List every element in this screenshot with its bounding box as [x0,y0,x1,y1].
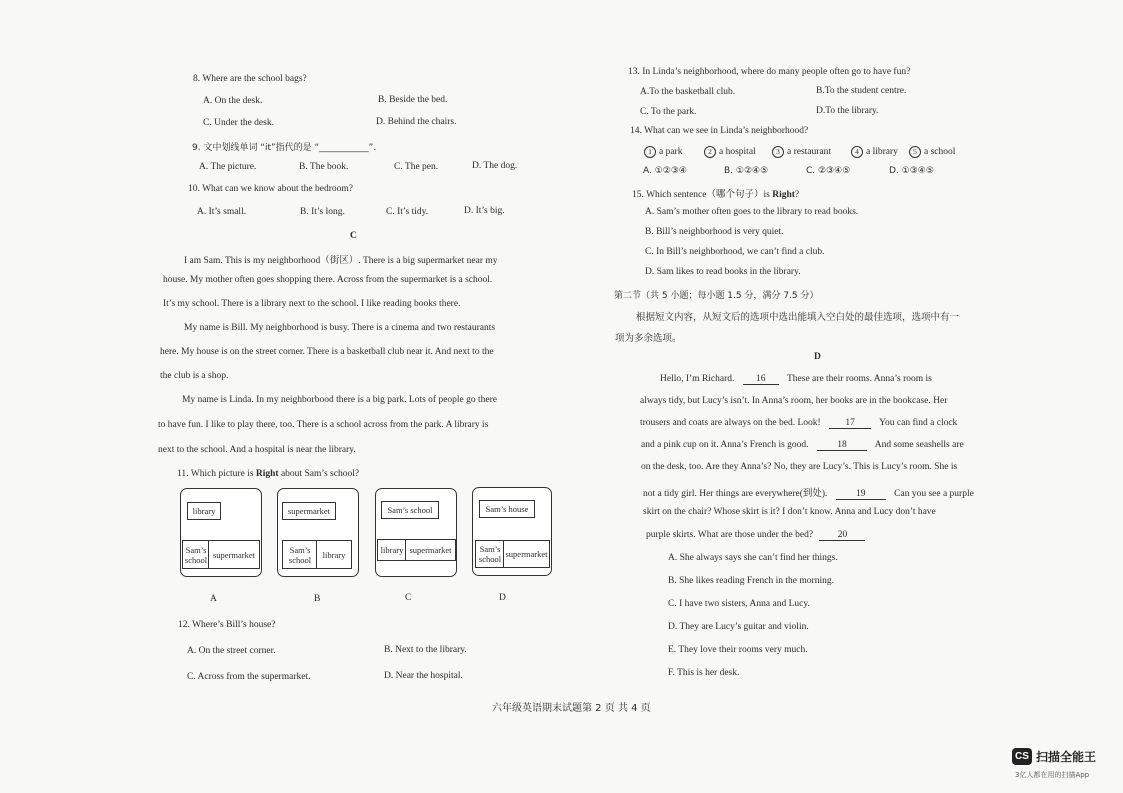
q11-picture-c [375,488,457,577]
picture-label-left: library [377,539,407,561]
q14-item-text: a park [659,147,683,157]
q10-option-b: B. It’s long. [300,207,345,217]
passage-text: And some seashells are [874,440,964,450]
q9-option-d: D. The dog. [472,161,518,171]
q11-picture-b [277,488,359,577]
q10-option-d: D. It’s big. [464,206,505,216]
q14-item [851,146,898,158]
passage-line: I am Sam. This is my neighborhood（街区）. There is a big supermarket near my [184,256,498,266]
question-10-stem: 10. What can we know about the bedroom? [188,184,353,194]
q14-item [644,146,682,158]
passage-line: here. My house is on the street corner. There is a basketball club near it. And next to the [160,347,494,357]
q12-option-a: A. On the street corner. [187,646,276,656]
question-9-stem: 9. 文中划线单词 “it”指代的是 “___________”. [192,143,377,153]
q10-option-a: A. It’s small. [197,207,247,217]
q8-option-b: B. Beside the bed. [378,95,448,105]
passage-d-line [660,374,932,385]
watermark-tagline: 3亿人都在用的扫描App [1015,771,1090,779]
blank-16[interactable]: 16 [743,374,779,385]
passage-line: My name is Linda. In my neighborbood there is a big park. Lots of people go there [182,395,498,405]
passage-d-line [641,440,964,451]
passage-d-line [646,530,869,541]
circled-number: 5 [909,146,921,158]
passage-d-line: on the desk, too. Are they Anna’s? No, they are Lucy’s. This is Lucy’s room. She is [641,462,958,472]
q12-option-c: C. Across from the supermarket. [187,672,311,682]
q15-option-d: D. Sam likes to read books in the library. [645,267,801,277]
q14-option-a: A. ①②③④ [643,166,687,176]
q14-item [772,146,831,158]
question-13-stem: 13. In Linda’s neighborhood, where do many people often go to have fun? [628,67,911,77]
q14-item-text: a school [924,147,956,157]
circled-number: 3 [772,146,784,158]
q11-stem-text-end: about Sam’s school? [278,469,360,479]
scanner-watermark [1012,748,1096,765]
passage-text: purple skirts. What are those under the bed? [646,530,814,540]
q10-option-c: C. It’s tidy. [386,207,429,217]
q9-option-b: B. The book. [299,162,349,172]
q14-option-c: C. ②③④⑤ [806,166,851,176]
section-2-instruction: 根据短文内容，从短文后的选项中选出能填入空白处的最佳选项，选项中有一 [636,312,960,323]
q8-option-d: D. Behind the chairs. [376,117,457,127]
q14-item [909,146,955,158]
page-footer: 六年级英语期末试题第 2 页 共 4 页 [492,703,651,714]
choice-option-b: B. She likes reading French in the morning. [668,576,834,586]
passage-line: to have fun. I like to play there, too. There is a school across from the park. A library is [158,420,489,430]
passage-text: These are their rooms. Anna’s room is [787,374,932,384]
passage-text: trousers and coats are always on the bed. Look! [640,418,821,428]
passage-text: Can you see a purple [894,489,974,499]
choice-option-d: D. They are Lucy’s guitar and violin. [668,622,809,632]
picture-letter-a: A [210,594,217,604]
picture-label-right: supermarket [405,539,456,561]
picture-label-right: supermarket [208,540,260,569]
camscanner-logo: CS [1012,748,1032,765]
passage-text: You can find a clock [879,418,958,428]
section-c-heading: C [350,231,357,241]
q13-option-b: B.To the student centre. [816,86,907,96]
q14-item-text: a restaurant [787,147,832,157]
section-2-heading: 第二节（共 5 小题；每小题 1.5 分，满分 7.5 分） [614,291,819,301]
q9-option-c: C. The pen. [394,162,439,172]
passage-line: It’s my school. There is a library next to the school. I like reading books there. [163,299,461,309]
passage-line: My name is Bill. My neighborhood is busy. There is a cinema and two restaurants [184,323,496,333]
circled-number: 2 [704,146,716,158]
passage-d-line: skirt on the chair? Whose skirt is it? I don’t know. Anna and Lucy don’t have [643,507,936,517]
choice-option-a: A. She always says she can’t find her things. [668,553,838,563]
q11-picture-d [472,487,552,576]
blank-17[interactable]: 17 [829,418,871,429]
passage-d-line [643,485,974,500]
picture-letter-b: B [314,594,321,604]
q13-option-d: D.To the library. [816,106,879,116]
picture-label-left: Sam’s school [282,540,318,569]
q15-option-c: C. In Bill’s neighborhood, we can’t find a club. [645,247,825,257]
question-14-stem: 14. What can we see in Linda’s neighborhood? [630,126,809,136]
q15-stem-emphasis: Right [772,190,795,200]
blank-20[interactable]: 20 [819,530,865,541]
choice-option-c: C. I have two sisters, Anna and Lucy. [668,599,810,609]
passage-text: not a tidy girl. Her things are everywhere(到处). [643,489,828,499]
q8-option-a: A. On the desk. [203,96,263,106]
passage-line: the club is a shop. [160,371,229,381]
section-d-heading: D [814,352,821,362]
picture-letter-d: D [499,593,506,603]
q14-item-text: a library [866,147,898,157]
question-11-stem [177,469,359,479]
q8-option-c: C. Under the desk. [203,118,274,128]
question-8-stem: 8. Where are the school bags? [193,74,307,84]
passage-d-line [640,418,957,429]
picture-label-top: Sam’s house [479,500,535,518]
picture-label-top: Sam’s school [381,501,439,519]
q13-option-a: A.To the basketball club. [640,87,736,97]
q15-stem-text: 15. Which sentence（哪个句子）is [632,190,773,200]
passage-line: house. My mother often goes shopping there. Across from the supermarket is a school. [163,275,493,285]
picture-label-top: library [187,502,221,520]
q14-option-d: D. ①③④⑤ [889,166,934,176]
q12-option-b: B. Next to the library. [384,645,467,655]
q14-item [704,146,756,158]
q15-stem-text-end: ? [794,190,800,200]
passage-text: and a pink cup on it. Anna’s French is good. [641,440,809,450]
section-2-instruction: 项为多余选项。 [615,333,682,344]
picture-label-right: supermarket [503,540,550,568]
q11-stem-emphasis: Right [255,469,279,479]
picture-label-left: Sam’s school [182,540,210,569]
picture-label-top: supermarket [282,502,336,520]
watermark-app-name: 扫描全能王 [1036,750,1097,764]
circled-number: 1 [644,146,656,158]
blank-18[interactable]: 18 [817,440,867,451]
blank-19[interactable]: 19 [836,489,886,500]
passage-line: next to the school. And a hospital is near the library. [158,445,356,455]
q12-option-d: D. Near the hospital. [384,671,463,681]
q11-stem-text: 11. Which picture is [177,469,256,479]
choice-option-f: F. This is her desk. [668,668,740,678]
picture-label-left: Sam’s school [475,540,505,568]
question-12-stem: 12. Where’s Bill’s house? [178,620,276,630]
q14-option-b: B. ①②④⑤ [724,166,769,176]
q11-picture-a [180,488,262,577]
choice-option-e: E. They love their rooms very much. [668,645,808,655]
picture-label-right: library [316,540,352,569]
passage-d-line: always tidy, but Lucy’s isn’t. In Anna’s room, her books are in the bookcase. Her [640,396,948,406]
passage-text: Hello, I’m Richard. [660,374,735,384]
picture-letter-c: C [405,593,412,603]
circled-number: 4 [851,146,863,158]
q13-option-c: C. To the park. [640,107,697,117]
q9-option-a: A. The picture. [199,162,257,172]
question-15-stem [632,186,799,200]
q15-option-b: B. Bill’s neighborhood is very quiet. [645,227,784,237]
q14-item-text: a hospital [719,147,756,157]
q15-option-a: A. Sam’s mother often goes to the library to read books. [645,207,859,217]
